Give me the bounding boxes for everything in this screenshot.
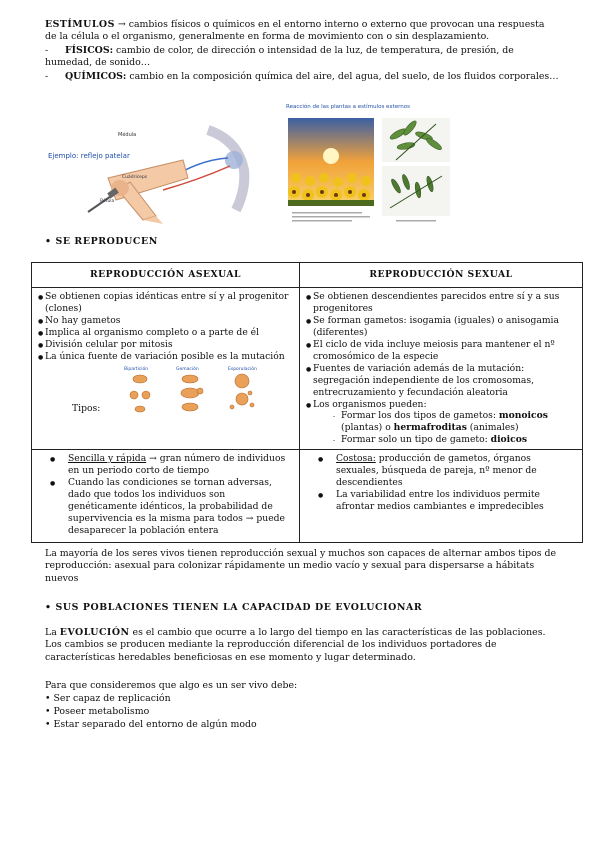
quimicos-text: cambio en la composición química del aire, del agua, del suelo, de los fluidos corporales… bbox=[126, 71, 559, 82]
list-item bbox=[68, 453, 293, 477]
sub1-mid: (plantas) o bbox=[341, 422, 394, 434]
plants-illustration bbox=[286, 116, 452, 228]
sub1-post: (animales) bbox=[466, 422, 519, 434]
leg-reflex-illustration bbox=[48, 120, 258, 230]
evolucion-pre: La bbox=[45, 627, 60, 638]
organismos-sublist bbox=[313, 410, 576, 446]
list-item bbox=[333, 410, 576, 434]
criteria-item: • Estar separado del entorno de algún modo bbox=[45, 719, 257, 730]
sub2-pre: Formar solo un tipo de gameto: bbox=[341, 434, 491, 446]
list-item: ● Se forman gametos: isogamia (iguales) o anisogamia (diferentes) bbox=[306, 315, 576, 339]
sexual-features bbox=[300, 287, 583, 449]
quimicos-item: - QUÍMICOS: cambio en la composición química del aire, del agua, del suelo, de los fluidos corporales… bbox=[45, 71, 559, 82]
plant-stimuli-figure bbox=[286, 104, 452, 228]
sencilla-rapida: Sencilla y rápida bbox=[68, 453, 147, 465]
svg-text:Cuádriceps: Cuádriceps bbox=[122, 175, 148, 180]
monoicos-term: monoicos bbox=[498, 410, 548, 422]
criteria-item: • Poseer metabolismo bbox=[45, 706, 150, 717]
list-item: ● Fuentes de variación además de la mutación: segregación independiente de los cromosomas, entrecruzamiento y fecundación aleatoria bbox=[306, 363, 576, 399]
reflex-label: Ejemplo: reflejo patelar bbox=[48, 152, 130, 160]
list-item bbox=[333, 434, 576, 446]
sexual-header: REPRODUCCIÓN SEXUAL bbox=[300, 263, 583, 288]
evolucion-term: EVOLUCIÓN bbox=[59, 627, 130, 638]
list-item: ● División celular por mitosis bbox=[38, 339, 293, 351]
list-item: ● Se obtienen copias idénticas entre sí y al progenitor (clones) bbox=[38, 291, 293, 315]
asexual-list bbox=[38, 291, 293, 363]
fisicos-text: cambio de color, de dirección o intensidad de la luz, de temperatura, de presión, de humedad, de sonido… bbox=[45, 45, 514, 69]
costosa: Costosa: bbox=[336, 453, 376, 465]
svg-text:Médula: Médula bbox=[118, 132, 137, 138]
list-item: ● Implica al organismo completo o a parte de él bbox=[38, 327, 293, 339]
dioicos-term: dioicos bbox=[490, 434, 528, 446]
tipo-gemacion: Gemación bbox=[176, 366, 199, 372]
reproduction-table bbox=[31, 262, 583, 543]
sexual-pros-cons-list bbox=[306, 453, 576, 513]
list-item: ● Cuando las condiciones se tornan adversas, dado que todos los individuos son genéticamente idénticos, la probabilidad de supervivencia es la misma para todos → puede desaparecer la población entera bbox=[68, 477, 293, 537]
tipos-label: Tipos: bbox=[72, 402, 101, 414]
estimulos-term: ESTÍMULOS bbox=[45, 19, 115, 30]
criteria-item: • Ser capaz de replicación bbox=[45, 693, 171, 704]
evolucion-definition bbox=[45, 627, 557, 664]
list-item: ● El ciclo de vida incluye meiosis para mantener el nº cromosómico de la especie bbox=[306, 339, 576, 363]
hermafroditas-term: hermafroditas bbox=[393, 422, 467, 434]
list-item bbox=[306, 399, 576, 447]
asexual-types-illustration bbox=[118, 363, 278, 415]
asexual-pros-cons-list bbox=[38, 453, 293, 537]
svg-text:Rótula: Rótula bbox=[100, 199, 115, 204]
tipo-esporulacion: Esporulación bbox=[228, 366, 257, 372]
reproducen-heading: • SE REPRODUCEN bbox=[45, 236, 158, 247]
sexual-pros-cons bbox=[300, 450, 583, 543]
organismos-label: Los organismos pueden: bbox=[313, 398, 427, 410]
sexual-list bbox=[306, 291, 576, 446]
list-item: ● No hay gametos bbox=[38, 315, 293, 327]
asexual-features bbox=[32, 287, 300, 449]
tipo-biparticion: Bipartición bbox=[124, 366, 149, 372]
reproduction-paragraph: La mayoría de los seres vivos tienen reproducción sexual y muchos son capaces de alternar ambos tipos de reproducción: asexual para colonizar rápidamente un medio vacío y sexual para dispersarse a hábitats nuevos bbox=[45, 548, 557, 584]
list-item bbox=[336, 453, 576, 489]
evolucion-heading: • SUS POBLACIONES TIENEN LA CAPACIDAD DE EVOLUCIONAR bbox=[45, 602, 423, 613]
asexual-pros-cons bbox=[32, 450, 300, 543]
estimulos-definition bbox=[45, 19, 555, 44]
estimulos-text: → cambios físicos o químicos en el entorno interno o externo que provocan una respuesta de la célula o el organismo, generalmente en forma de movimiento con o sin desplazamiento. bbox=[45, 19, 545, 43]
quimicos-term: QUÍMICOS: bbox=[65, 71, 127, 82]
criteria-intro: Para que consideremos que algo es un ser vivo debe: bbox=[45, 680, 298, 691]
list-item: ● Se obtienen descendientes parecidos entre sí y a sus progenitores bbox=[306, 291, 576, 315]
adv-a1-rest: → gran número de individuos en un periodo corto de tiempo bbox=[68, 453, 286, 477]
fisicos-term: FÍSICOS: bbox=[65, 45, 114, 56]
list-item: ● La variabilidad entre los individuos permite afrontar medios cambiantes e impredecibles bbox=[336, 489, 576, 513]
list-item: ● La única fuente de variación posible es la mutación bbox=[38, 351, 293, 363]
asexual-header: REPRODUCCIÓN ASEXUAL bbox=[32, 263, 300, 288]
fisicos-item: - FÍSICOS: cambio de color, de dirección o intensidad de la luz, de temperatura, de presión, de humedad, de sonido… bbox=[45, 45, 514, 69]
reflejo-patelar-figure bbox=[48, 120, 258, 230]
evolucion-text: es el cambio que ocurre a lo largo del tiempo en las características de las poblaciones. Los cambios se producen mediante la reproducción diferencial de los individuos portadores de características heredables beneficiosas en ese momento y lugar determinado. bbox=[45, 627, 546, 663]
tipos-figure bbox=[38, 363, 293, 421]
sub1-pre: Formar los dos tipos de gametos: bbox=[341, 410, 499, 422]
adv-s1-rest: producción de gametos, órganos sexuales, búsqueda de pareja, nº menor de descendientes bbox=[336, 453, 537, 489]
plants-caption: Reacción de las plantas a estímulos externos bbox=[286, 104, 411, 110]
